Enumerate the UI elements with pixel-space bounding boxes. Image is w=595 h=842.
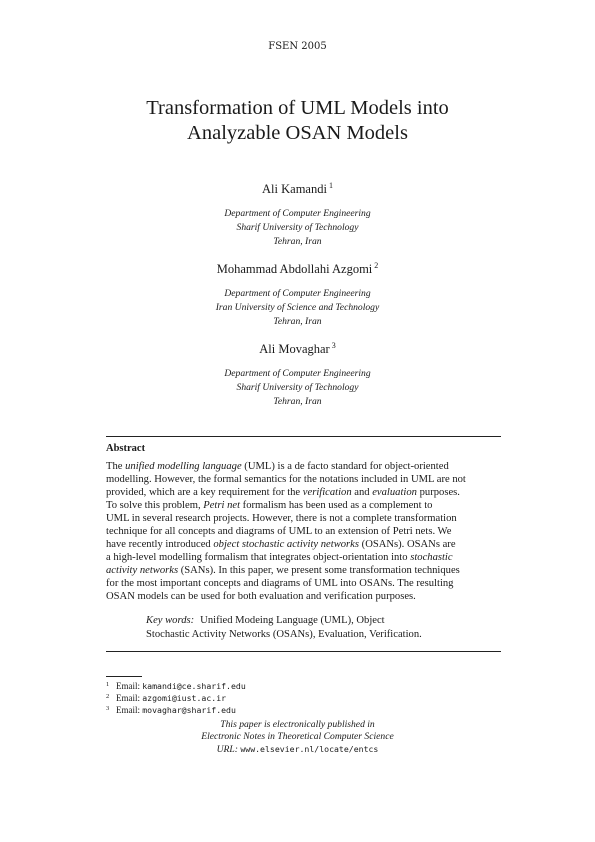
abstract-line: OSAN models can be used for both evaluation and verification purposes. (106, 591, 416, 602)
affiliation-line: Department of Computer Engineering (224, 288, 371, 299)
affiliation-line: Iran University of Science and Technology (215, 302, 380, 313)
author-3-affiliation (0, 367, 595, 409)
author-name: Mohammad Abdollahi Azgomi (216, 262, 373, 276)
email-address: azgomi@iust.ac.ir (142, 693, 227, 703)
footnote-mark: 1 (328, 181, 333, 190)
author-3 (0, 341, 595, 357)
title-line-2: Analyzable OSAN Models (187, 122, 408, 144)
affiliation-line: Tehran, Iran (273, 316, 322, 327)
abstract-line: a high-level modelling formalism that integrates object-orientation into stochastic (106, 552, 453, 563)
publication-url: www.elsevier.nl/locate/entcs (240, 744, 379, 754)
affiliation-line: Sharif University of Technology (236, 382, 359, 393)
author-2-affiliation (0, 287, 595, 329)
author-name: Ali Movaghar (259, 342, 330, 356)
author-2 (0, 261, 595, 277)
abstract-line: activity networks (SANs). In this paper, we present some transformation techniques (106, 565, 460, 576)
keywords-text: Unified Modeing Language (UML), Object (200, 615, 385, 626)
footnote-1: $^1$ Email: kamandi@ce.sharif.edu (106, 681, 246, 691)
abstract-top-rule (106, 436, 501, 437)
publication-url-line: URL: www.elsevier.nl/locate/entcs (216, 744, 379, 755)
affiliation-line: Sharif University of Technology (236, 222, 359, 233)
abstract-bottom-rule (106, 651, 501, 652)
affiliation-line: Tehran, Iran (273, 236, 322, 247)
email-address: kamandi@ce.sharif.edu (142, 681, 246, 691)
abstract-line: The unified modelling language (UML) is a de facto standard for object-oriented (106, 461, 449, 472)
title-line-1: Transformation of UML Models into (146, 97, 449, 119)
abstract-line: have recently introduced object stochastic activity networks (OSANs). OSANs are (106, 539, 456, 550)
affiliation-line: Tehran, Iran (273, 396, 322, 407)
footnote-2: $^2$ Email: azgomi@iust.ac.ir (106, 693, 227, 703)
keywords-line-1 (146, 615, 385, 626)
publication-line: Electronic Notes in Theoretical Computer Science (201, 731, 394, 742)
footnote-mark: 3 (331, 341, 336, 350)
abstract-line: modelling. However, the formal semantics for the notations included in UML are not (106, 474, 466, 485)
abstract-line: technique for all concepts and diagrams of UML to an extension of Petri nets. We (106, 526, 452, 537)
affiliation-line: Department of Computer Engineering (224, 368, 371, 379)
footnote-3: $^3$ Email: movaghar@sharif.edu (106, 705, 236, 715)
footnote-rule (106, 676, 142, 677)
publication-line: This paper is electronically published in (220, 719, 375, 730)
author-1-affiliation (0, 207, 595, 249)
abstract-heading: Abstract (106, 443, 146, 454)
keywords-line-2: Stochastic Activity Networks (OSANs), Evaluation, Verification. (146, 629, 422, 640)
footnote-mark: 2 (374, 261, 379, 270)
email-address: movaghar@sharif.edu (142, 705, 236, 715)
affiliation-line: Department of Computer Engineering (224, 208, 371, 219)
paper-title (0, 96, 595, 146)
abstract-line: provided, which are a key requirement for the verification and evaluation purposes. (106, 487, 460, 498)
author-1 (0, 181, 595, 197)
abstract-line: To solve this problem, Petri net formalism has been used as a complement to (106, 500, 433, 511)
author-name: Ali Kamandi (262, 182, 327, 196)
publication-note (0, 719, 595, 756)
abstract-line: UML in several research projects. However, there is not a complete transformation (106, 513, 457, 524)
abstract-line: for the most important concepts and diagrams of UML into OSANs. The resulting (106, 578, 454, 589)
keywords-label: Key words: (146, 615, 195, 626)
running-header: FSEN 2005 (268, 41, 327, 52)
